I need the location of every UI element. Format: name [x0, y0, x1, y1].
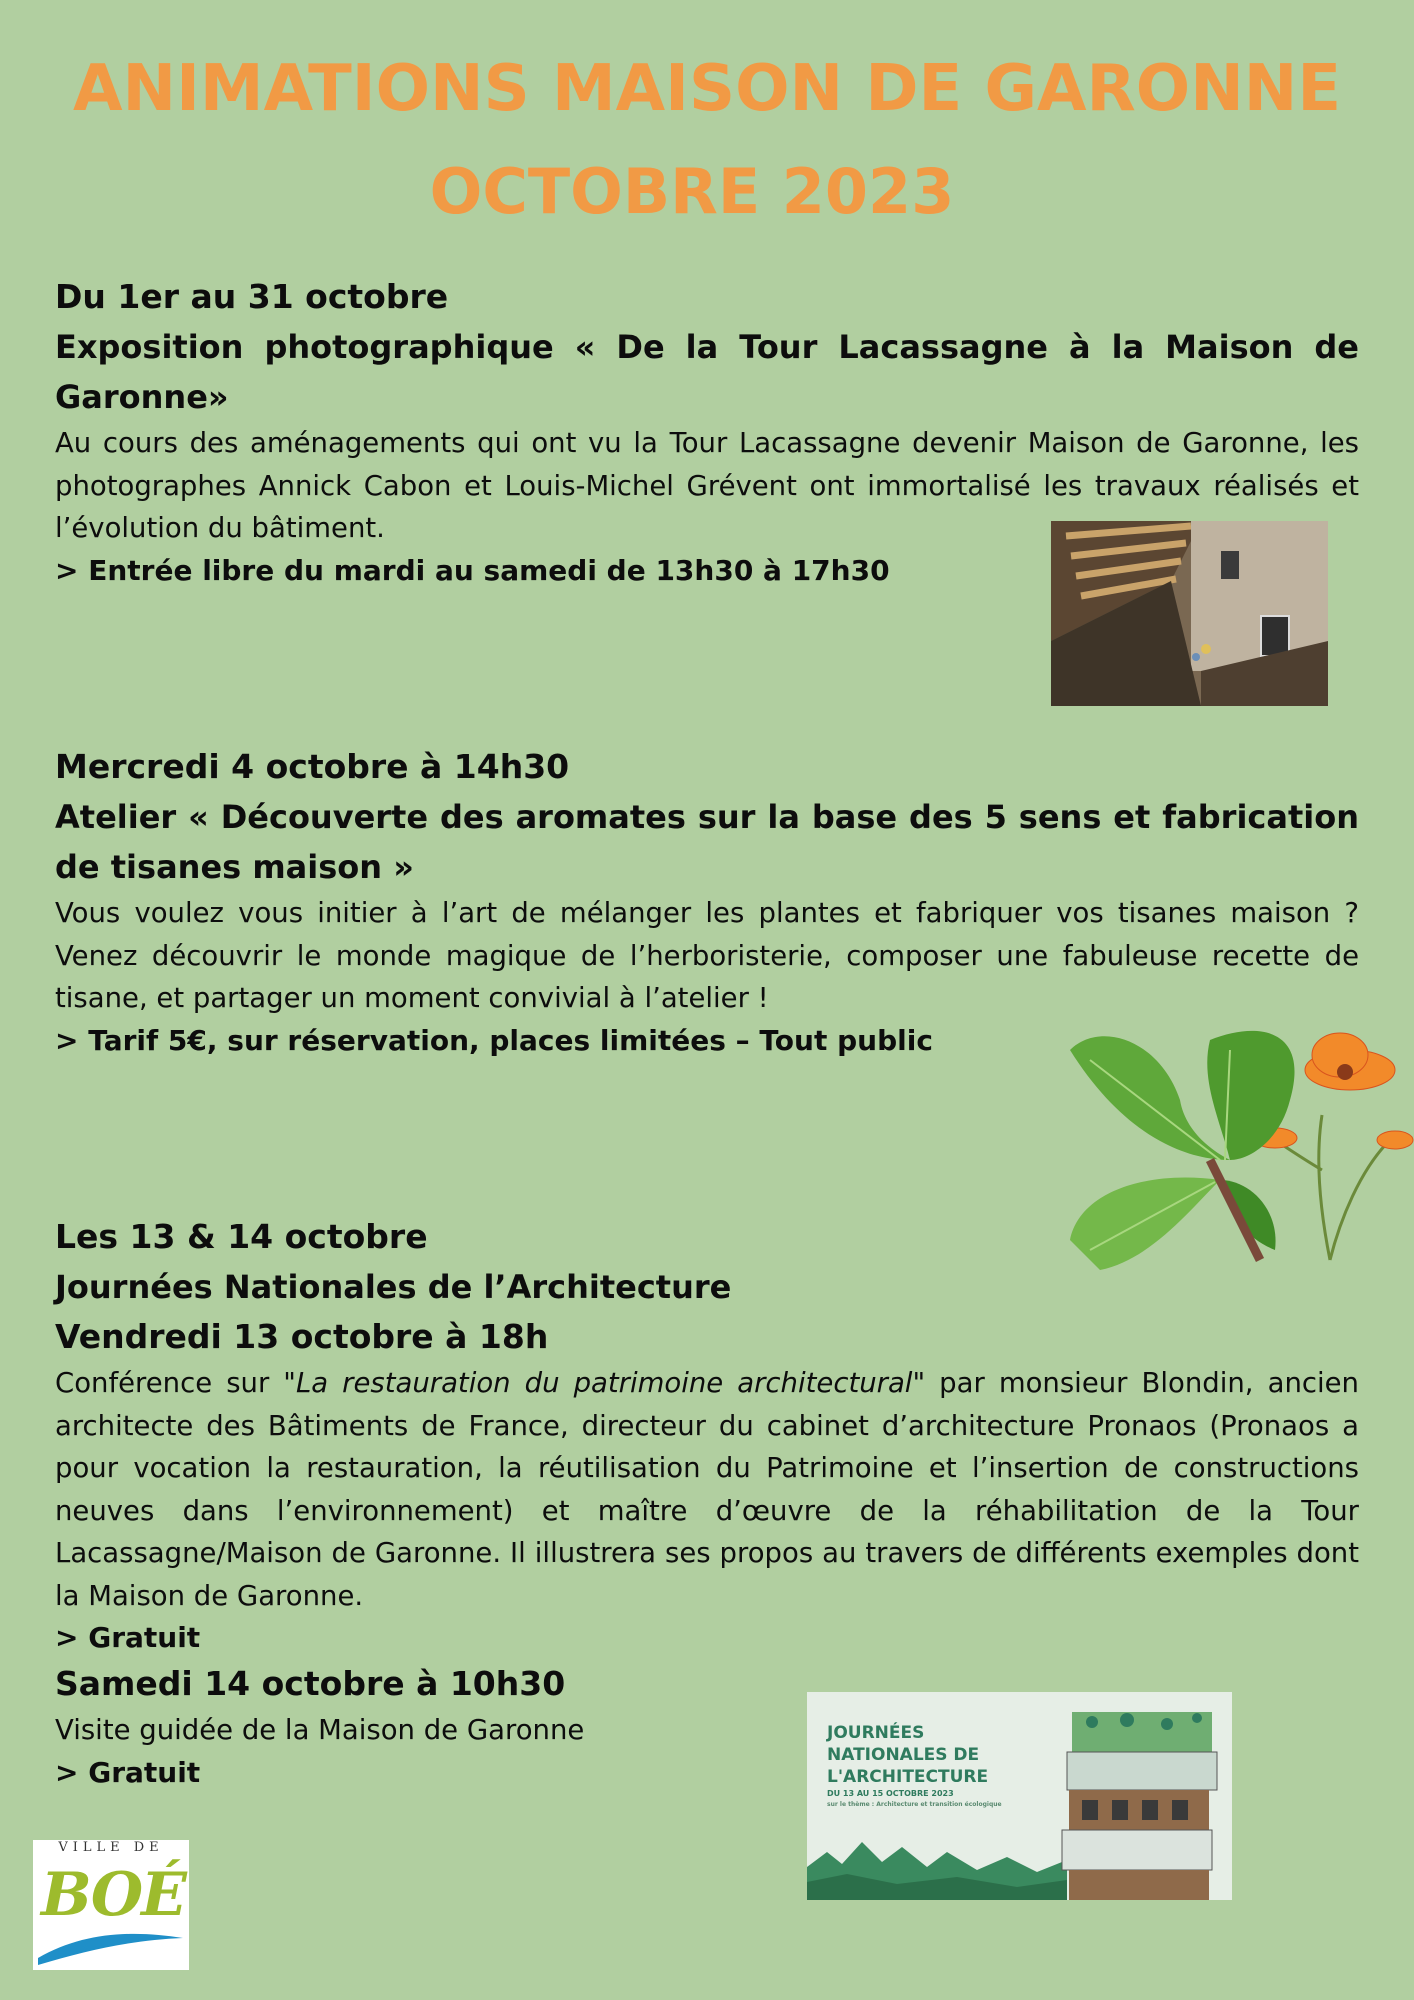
jna-dates: DU 13 AU 15 OCTOBRE 2023	[827, 1789, 954, 1798]
visit-note: > Gratuit	[55, 1755, 201, 1789]
jna-line3: L'ARCHITECTURE	[827, 1767, 989, 1787]
event-note: > Tarif 5€, sur réservation, places limitées – Tout public	[55, 1023, 933, 1057]
event-date: Du 1er au 31 octobre	[55, 277, 449, 316]
event-description: Au cours des aménagements qui ont vu la Tour Lacassagne devenir Maison de Garonne, les photographes Annick Cabon et Louis-Michel Grévent ont immortalisé les travaux réalisés et l’évolution du bâtiment.	[55, 427, 1359, 544]
event-description: Vous voulez vous initier à l’art de mélanger les plantes et fabriquer vos tisanes maison ? Venez découvrir le monde magique de l’herboristerie, composer une fabuleuse recette de tisane, et partager un moment convivial à l’atelier !	[55, 897, 1359, 1014]
ville-de-boe-logo	[33, 1840, 189, 1970]
conference-description	[55, 1362, 1359, 1617]
conference-desc-rest: par monsieur Blondin, ancien architecte des Bâtiments de France, directeur du cabinet d’architecture Pronaos (Pronaos a pour vocation la restauration, la réutilisation du Patrimoine et l’insertion de constructions neuves dans l’environnement) et maître d’œuvre de la réhabilitation de la Tour Lacassagne/Maison de Garonne. Il illustrera ses propos au travers de différents exemples dont la Maison de Garonne.	[55, 1367, 1359, 1612]
jna-poster	[807, 1692, 1232, 1900]
event-title: Atelier « Découverte des aromates sur la base des 5 sens et fabrication de tisanes maison »	[55, 798, 1359, 886]
logo-main-text: BOÉ	[41, 1860, 185, 1930]
jna-theme: sur le thème : Architecture et transition écologique	[827, 1801, 1002, 1808]
event-note: > Entrée libre du mardi au samedi de 13h30 à 17h30	[55, 553, 890, 587]
visit-date: Samedi 14 octobre à 10h30	[55, 1664, 566, 1703]
event-title: Journées Nationales de l’Architecture	[55, 1268, 732, 1306]
construction-photo	[1051, 521, 1328, 706]
event-date: Les 13 & 14 octobre	[55, 1217, 428, 1256]
conference-title: "La restauration du patrimoine architectural"	[283, 1367, 926, 1399]
event-title: Exposition photographique « De la Tour Lacassagne à la Maison de Garonne»	[55, 328, 1359, 416]
jna-line1: JOURNÉES	[827, 1723, 925, 1743]
conference-desc-prefix: Conférence sur	[55, 1367, 284, 1399]
conference-date: Vendredi 13 octobre à 18h	[55, 1317, 549, 1356]
visit-description: Visite guidée de la Maison de Garonne	[55, 1714, 585, 1746]
page-subtitle: OCTOBRE 2023	[429, 155, 955, 228]
page-title: ANIMATIONS MAISON DE GARONNE	[72, 52, 1342, 126]
event-date: Mercredi 4 octobre à 14h30	[55, 747, 570, 786]
conference-note: > Gratuit	[55, 1621, 201, 1654]
jna-poster-text	[827, 1722, 1037, 1809]
logo-small-text: VILLE DE	[58, 1840, 164, 1855]
jna-line2: NATIONALES DE	[827, 1745, 980, 1765]
